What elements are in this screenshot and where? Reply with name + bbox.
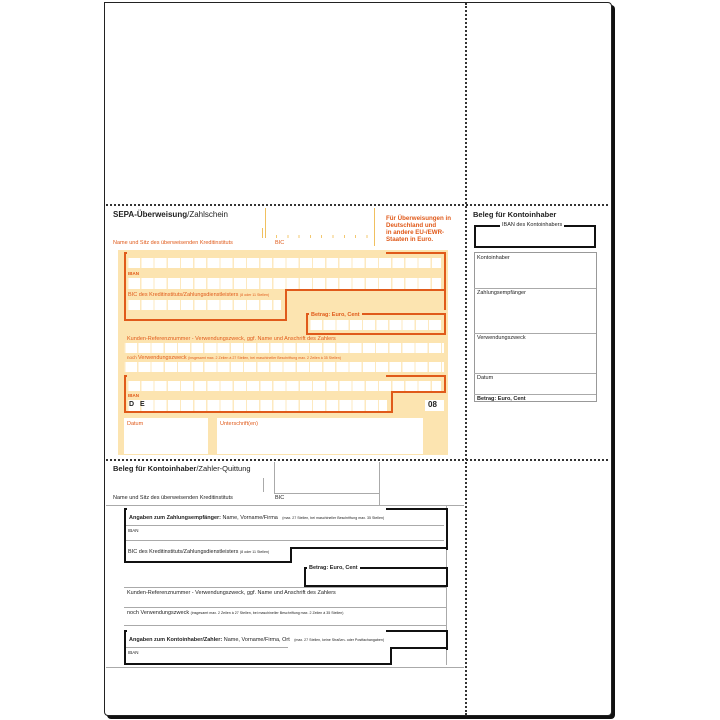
quittung-purpose-label: noch Verwendungszweck (insgesamt max. 2 Zeilen à 27 Stellen, bei maschineller Beschriftung max. 2 Zeilen à 35 Stellen) <box>127 610 344 616</box>
quittung-amount-label: Betrag: Euro, Cent <box>309 565 358 571</box>
quittung-payer-iban-label: IBAN <box>128 650 139 655</box>
divider <box>124 625 446 626</box>
iban-country-prefix: D E <box>129 401 147 408</box>
quittung-bic-label: BIC <box>275 495 285 501</box>
payer-iban-label: IBAN <box>128 393 139 398</box>
receipt-title: Beleg für Kontoinhaber <box>473 210 557 219</box>
receipt-field-account-holder[interactable]: Kontoinhaber <box>477 255 510 261</box>
info-text: Für Überweisungen in Deutschland und in andere EU-/EWR- Staaten in Euro. <box>386 215 451 243</box>
payer-iban-input[interactable] <box>127 400 387 411</box>
bic-institute-label: BIC des Kreditinstituts/Zahlungsdienstleisters (8 oder 11 Stellen) <box>128 292 270 298</box>
quittung-iban-label: IBAN <box>128 528 139 533</box>
perforation-top <box>106 204 608 206</box>
receipt-field-purpose[interactable]: Verwendungszweck <box>477 335 526 341</box>
receipt-iban-box[interactable] <box>474 225 596 248</box>
purpose-input[interactable] <box>124 362 444 372</box>
box-edge <box>390 647 446 649</box>
date-label: Datum <box>127 421 144 427</box>
receipt-field-amount[interactable]: Betrag: Euro, Cent <box>477 396 526 402</box>
bic-input[interactable] <box>127 300 281 310</box>
payer-name-input[interactable] <box>127 381 441 391</box>
purpose-label: noch Verwendungszweck (insgesamt max. 2 Zeilen à 27 Stellen, bei maschineller Beschriftung max. 2 Zeilen à 35 Stellen) <box>127 355 341 361</box>
perforation-vertical <box>465 3 467 715</box>
divider <box>124 587 446 588</box>
divider <box>262 228 263 238</box>
divider <box>265 208 266 238</box>
quittung-reference-label: Kunden-Referenznummer - Verwendungszweck, ggf. Name und Anschrift des Zahlers <box>127 590 336 596</box>
divider <box>379 462 380 506</box>
divider <box>374 208 375 246</box>
quittung-payer-label: Angaben zum Kontoinhaber/Zahler: Name, Vorname/Firma, Ort (max. 27 Stellen, keine Straßen- oder Postfachangaben) <box>127 628 386 646</box>
form-title: SEPA-Überweisung/Zahlschein <box>113 210 229 219</box>
iban-label: IBAN <box>128 271 139 276</box>
payee-name-input[interactable] <box>127 258 441 268</box>
divider <box>126 540 444 541</box>
quittung-bank-label: Name und Sitz des überweisenden Kreditinstituts <box>113 495 233 501</box>
divider <box>263 478 264 492</box>
divider <box>474 333 596 334</box>
signature-label: Unterschrift(en) <box>220 421 258 427</box>
check-code: 08 <box>428 400 437 409</box>
receipt-field-payee[interactable]: Zahlungsempfänger <box>477 290 526 296</box>
quittung-payee-label: Angaben zum Zahlungsempfänger: Name, Vorname/Firma (max. 27 Stellen, bei maschineller Beschriftung max. 35 Stellen) <box>127 506 386 524</box>
divider <box>106 667 464 668</box>
quittung-payer-iban-box[interactable] <box>124 647 392 665</box>
divider <box>474 394 596 395</box>
divider <box>474 288 596 289</box>
amount-label: Betrag: Euro, Cent <box>311 312 360 318</box>
bic-label: BIC <box>275 240 285 246</box>
box-edge <box>391 391 444 393</box>
reference-input[interactable] <box>124 343 444 353</box>
box-edge <box>290 547 446 549</box>
receipt-field-date[interactable]: Datum <box>477 375 494 381</box>
bic-input-ticks[interactable] <box>276 228 374 238</box>
amount-input[interactable] <box>309 320 441 330</box>
perforation-middle <box>106 459 608 461</box>
divider <box>474 373 596 374</box>
payee-iban-input[interactable] <box>127 278 441 289</box>
reference-label: Kunden-Referenznummer - Verwendungszweck, ggf. Name und Anschrift des Zahlers <box>127 336 336 342</box>
divider <box>126 525 444 526</box>
divider <box>274 462 275 494</box>
divider <box>124 607 446 608</box>
quittung-bic-institute-label: BIC des Kreditinstituts/Zahlungsdienstleisters (8 oder 11 Stellen) <box>128 549 270 555</box>
bank-name-label: Name und Sitz des überweisenden Kreditinstituts <box>113 240 233 246</box>
divider <box>274 493 379 494</box>
receipt-iban-label: IBAN des Kontoinhabers <box>502 222 563 228</box>
box-edge <box>285 289 444 291</box>
quittung-title: Beleg für Kontoinhaber/Zahler-Quittung <box>113 464 251 473</box>
